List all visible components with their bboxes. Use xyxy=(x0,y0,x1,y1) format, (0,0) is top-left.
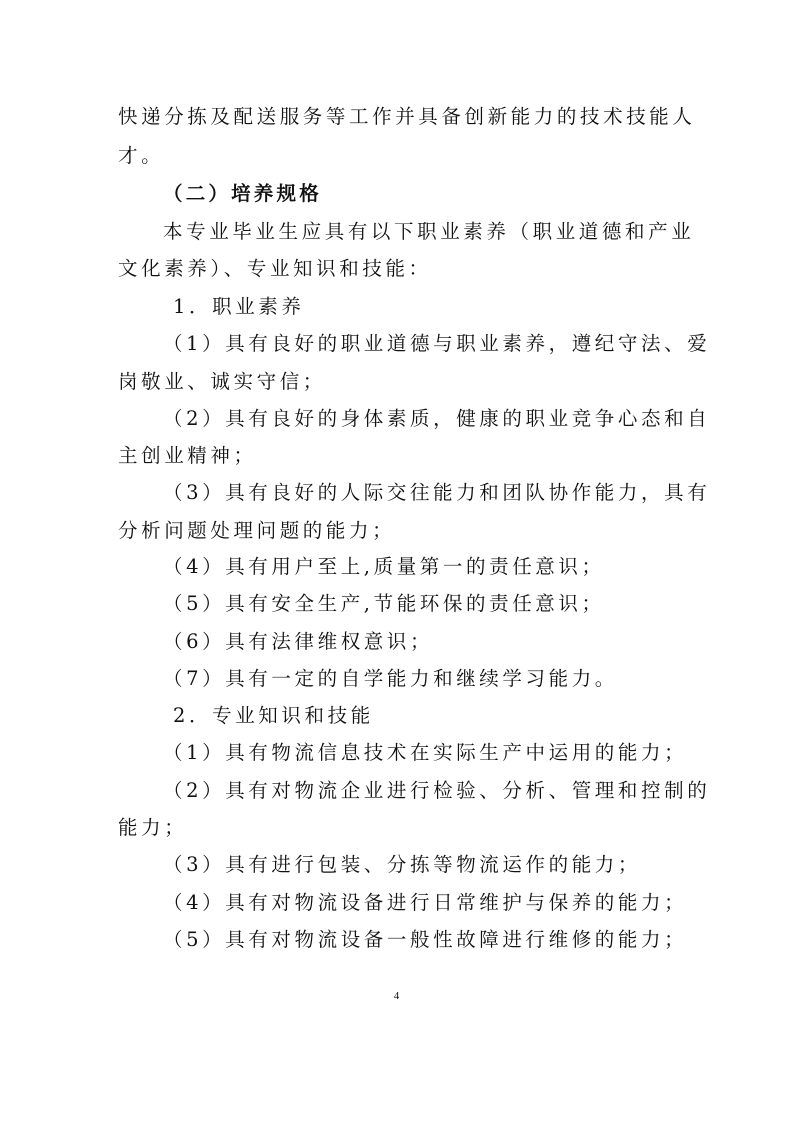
subsection-heading: 2．专业知识和技能 xyxy=(173,704,374,727)
body-text-line: 才。 xyxy=(118,144,165,167)
list-item: （3）具有进行包装、分拣等物流运作的能力； xyxy=(163,853,642,876)
list-item: （6）具有法律维权意识； xyxy=(163,630,434,653)
list-item: （5）具有对物流设备一般性故障进行维修的能力； xyxy=(163,928,688,951)
list-item-continuation: 分析问题处理问题的能力； xyxy=(118,519,396,542)
section-heading: （二）培养规格 xyxy=(163,182,322,205)
list-item: （2）具有良好的身体素质，健康的职业竞争心态和自 xyxy=(163,407,711,430)
list-item: （1）具有良好的职业道德与职业素养，遵纪守法、爱 xyxy=(163,332,711,355)
list-item: （4）具有用户至上,质量第一的责任意识； xyxy=(163,555,605,578)
list-item: （4）具有对物流设备进行日常维护与保养的能力； xyxy=(163,891,688,914)
body-text-line: 快递分拣及配送服务等工作并具备创新能力的技术技能人 xyxy=(118,105,696,128)
list-item: （7）具有一定的自学能力和继续学习能力。 xyxy=(163,667,618,690)
body-text-line: 本专业毕业生应具有以下职业素养（职业道德和产业 xyxy=(163,220,695,243)
body-text-line: 文化素养）、专业知识和技能： xyxy=(118,257,432,280)
list-item-continuation: 主创业精神； xyxy=(118,444,257,467)
page-number: 4 xyxy=(393,990,400,1002)
subsection-heading: 1．职业素养 xyxy=(173,295,305,318)
list-item-continuation: 能力； xyxy=(118,816,188,839)
list-item: （2）具有对物流企业进行检验、分析、管理和控制的 xyxy=(163,779,711,802)
list-item: （5）具有安全生产,节能环保的责任意识； xyxy=(163,592,605,615)
list-item: （1）具有物流信息技术在实际生产中运用的能力； xyxy=(163,741,688,764)
list-item: （3）具有良好的人际交往能力和团队协作能力，具有 xyxy=(163,481,711,504)
list-item-continuation: 岗敬业、诚实守信； xyxy=(118,370,326,393)
